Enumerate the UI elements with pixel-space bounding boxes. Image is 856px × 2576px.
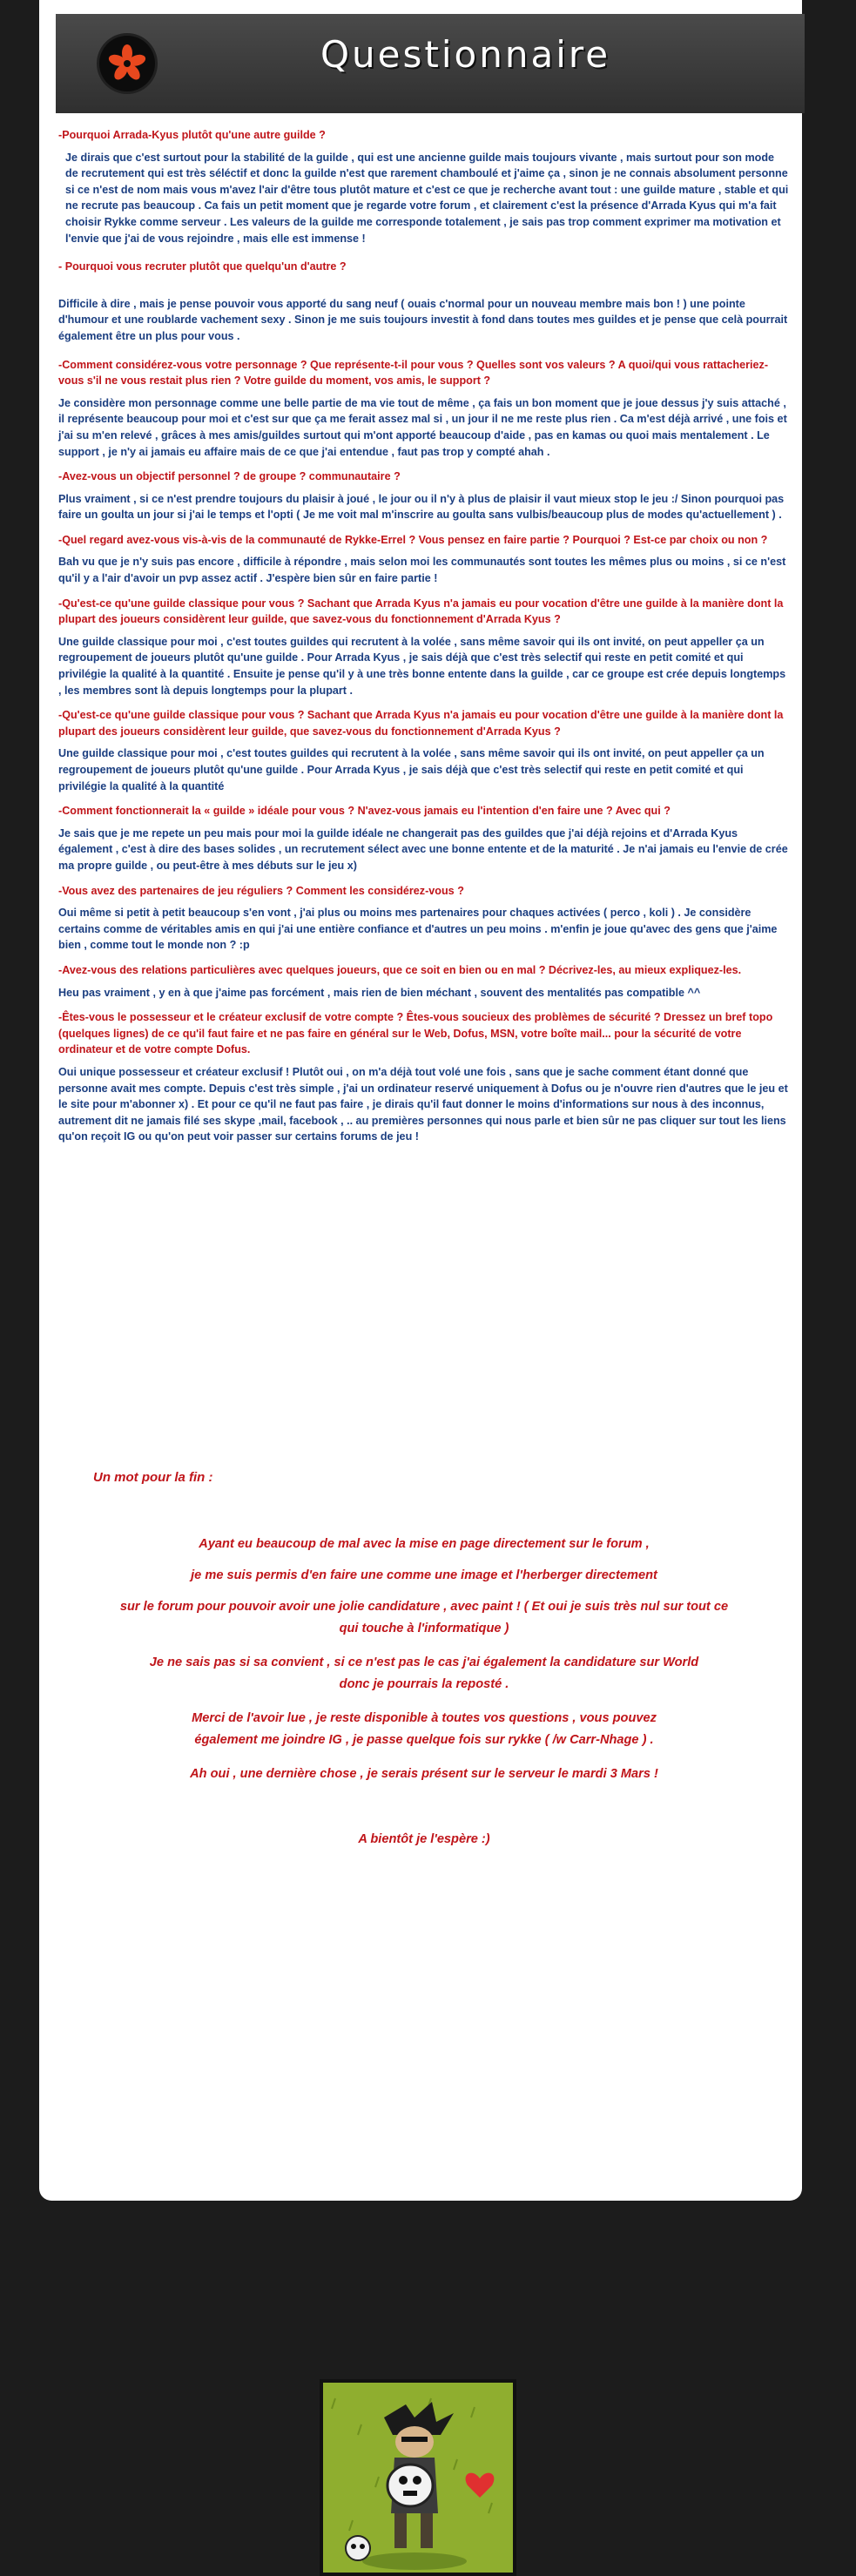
questionnaire-body <box>58 127 790 1145</box>
question-8: -Comment fonctionnerait la « guilde » idéale pour vous ? N'avez-vous jamais eu l'intention d'en faire une ? Avec qui ? <box>58 805 671 818</box>
answer-4: Plus vraiment , si ce n'est prendre toujours du plaisir à joué , le jour ou il n'y à plus de plaisir il vaut mieux stop le jeu :/ Sinon pourquoi pas faire un goulta un jour si j'ai le temps et l'opti ( Je me voit mal m'inscrire au goulta sans vulbis/beaucoup plus de modes qu'actuellement ) . <box>58 492 785 522</box>
question-3: -Comment considérez-vous votre personnage ? Que représente-t-il pour vous ? Quelles sont vos valeurs ? A quoi/qui vous rattacheriez-vous s'il ne vous restait plus rien ? Votre guilde du moment, vos amis, le support ? <box>58 358 769 388</box>
answer-7: Une guilde classique pour moi , c'est toutes guildes qui recrutent à la volée , sans même savoir qui ils ont invité, on peut appeller ça un regroupement de joueurs plutôt qu'une guilde . Pour Arrada Kyus , je sais déjà que c'est très selectif qui reste en petit comité et qui privilégie la qualité à la quantité <box>58 747 765 792</box>
questionnaire-banner <box>56 14 805 113</box>
answer-9: Oui même si petit à petit beaucoup s'en vont , j'ai plus ou moins mes partenaires pour chaques activées ( perco , koli ) . Je considère certains comme de véritables amis en qui j'ai une entière confiance et d'autres un peu moins . m'enfin je joue qu'avec des gens que j'aime bien , comme tout le monde non ? :p <box>58 907 778 952</box>
answer-11: Oui unique possesseur et créateur exclusif ! Plutôt oui , on m'a déjà tout volé une fois , sans que je sache comment étant donné que personne avait mes compte. Depuis c'est très simple , j'ai un ordinateur reservé uniquement à Dofus ou je n'ouvre rien d'autres que le jeu et le site pour m'abonner x) . Et pour ce qu'il ne faut pas faire , je dirais qu'il faut donner le moins d'informations sur nous à des inconnus, autrement dit ne jamais filé ses skype ,mail, facebook , .. au premières personnes qui nous parle et bien sûr ne pas cliquer sur tout les liens qu'on reçoit IG ou qu'on peut voir passer sur certains forums de jeu ! <box>58 1065 788 1143</box>
answer-5: Bah vu que je n'y suis pas encore , difficile à répondre , mais selon moi les communautés sont toutes les mêmes plus ou moins , si ce n'est qu'il y a l'air d'avoir un pvp assez actif . J'espère bien sûr en faire partie ! <box>58 556 786 585</box>
character-portrait-icon <box>320 2379 516 2576</box>
question-2: - Pourquoi vous recruter plutôt que quelqu'un d'autre ? <box>58 260 347 273</box>
answer-6: Une guilde classique pour moi , c'est toutes guildes qui recrutent à la volée , sans même savoir qui ils ont invité, on peut appeller ça un regroupement de joueurs plutôt qu'une guilde . Pour Arrada Kyus , je sais déjà que c'est très selectif qui reste en petit comité et qui privilégie la qualité à la quantité . Ensuite je pense qu'il y à une très bonne entente dans la guilde , car ce groupe est crée depuis longtemps , les membres sont là depuis longtemps pour la plupart . <box>58 635 786 697</box>
question-4: -Avez-vous un objectif personnel ? de groupe ? communautaire ? <box>58 470 401 483</box>
closing-lead: Un mot pour la fin : <box>93 1470 213 1485</box>
question-7: -Qu'est-ce qu'une guilde classique pour vous ? Sachant que Arrada Kyus n'a jamais eu pour vocation d'être une guilde à la manière dont la plupart des joueurs considèrent leur guilde, que savez-vous du fonctionnement d'Arrada Kyus ? <box>58 709 784 738</box>
question-5: -Quel regard avez-vous vis-à-vis de la communauté de Rykke-Errel ? Vous pensez en faire partie ? Pourquoi ? Est-ce par choix ou non ? <box>58 533 768 546</box>
question-9: -Vous avez des partenaires de jeu réguliers ? Comment les considérez-vous ? <box>58 884 464 897</box>
application-sheet <box>39 0 802 2201</box>
closing-line-2: je me suis permis d'en faire une comme une image et l'herberger directement <box>191 1568 657 1582</box>
answer-8: Je sais que je me repete un peu mais pour moi la guilde idéale ne changerait pas des guildes que j'ai déjà rejoins et d'Arrada Kyus également , c'est à dire des bases solides , un recrutement sélect avec une bonne entente et de la maturité . Je n'ai jamais eu l'envie de crée ma propre guilde , ou peut-être à mes débuts sur le jeu x) <box>58 826 788 872</box>
closing-line-4: Je ne sais pas si sa convient , si ce n'est pas le cas j'ai également la candidature sur World donc je pourrais la reposté . <box>149 1656 699 1691</box>
question-10: -Avez-vous des relations particulières avec quelques joueurs, que ce soit en bien ou en mal ? Décrivez-les, au mieux expliquez-les. <box>58 963 742 976</box>
question-1: -Pourquoi Arrada-Kyus plutôt qu'une autre guilde ? <box>58 129 326 141</box>
answer-2: Difficile à dire , mais je pense pouvoir vous apporté du sang neuf ( ouais c'normal pour un nouveau membre mais bon ! ) une pointe d'humour et une roublarde vachement sexy . Sinon je me suis toujours investit à fond dans toutes mes guildes et je pense que celà pourrait également être un plus pour vous . <box>58 297 788 342</box>
banner-title: Questionnaire <box>320 33 611 76</box>
answer-3: Je considère mon personnage comme une belle partie de ma vie tout de même , ça fais un bon moment que je joue dessus j'y suis attaché , il représente beaucoup pour moi et c'est sur que ça me ferait assez mal si , un jour il ne me reste plus rien . Ca m'est déjà arrivé , une fois et j'ai su m'en relevé , grâces à mes amis/guildes surtout qui m'ont apporté beaucoup d'aide , pas en kamas ou quoi mais mentalement . Le support , je n'y ai jamais eu affaire mais de ce que j'ai entendue , faut pas trop y compté ahah . <box>58 396 787 458</box>
closing-line-6: Ah oui , une dernière chose , je serais présent sur le serveur le mardi 3 Mars ! <box>190 1767 658 1781</box>
answer-1: Je dirais que c'est surtout pour la stabilité de la guilde , qui est une ancienne guilde mais toujours vivante , mais surtout pour son mode de recrutement qui est très séléctif et donc la guilde n'est que rarement chamboulé et j'aime ça , sinon je ne connais absolument personne si ce n'est de nom mais vous m'avez l'air d'être tous plutôt mature et c'est ce que je recherche avant tout : une guilde mature , stable et qui ne recrute pas beaucoup . Ca fais un petit moment que je regarde votre forum , et clairement c'est la présence d'Arrada Kyus qui m'a fait choisir Rykke comme serveur . Les valeurs de la guilde me corresponde totalement , je sais pas trop comment exprimer ma motivation et l'envie que j'ai de vous rejoindre , mais elle est immense ! <box>65 151 789 245</box>
closing-section <box>58 1470 790 1851</box>
closing-line-5: Merci de l'avoir lue , je reste disponible à toutes vos questions , vous pouvez également me joindre IG , je passe quelque fois sur rykke ( /w Carr-Nhage ) . <box>192 1711 657 1747</box>
closing-line-3: sur le forum pour pouvoir avoir une jolie candidature , avec paint ! ( Et oui je suis très nul sur tout ce qui touche à l'informatique ) <box>119 1600 729 1635</box>
red-flower-icon <box>99 36 155 91</box>
closing-line-7: A bientôt je l'espère :) <box>358 1832 490 1846</box>
question-11: -Êtes-vous le possesseur et le créateur exclusif de votre compte ? Êtes-vous soucieux des problèmes de sécurité ? Dressez un bref topo (quelques lignes) de ce qu'il faut faire et ne pas faire en général sur le Web, Dofus, MSN, votre boîte mail... pour la sécurité de votre ordinateur et de votre compte Dofus. <box>58 1011 773 1056</box>
question-6: -Qu'est-ce qu'une guilde classique pour vous ? Sachant que Arrada Kyus n'a jamais eu pour vocation d'être une guilde à la manière dont la plupart des joueurs considèrent leur guilde, que savez-vous du fonctionnement d'Arrada Kyus ? <box>58 597 784 626</box>
closing-line-1: Ayant eu beaucoup de mal avec la mise en page directement sur le forum , <box>199 1537 650 1551</box>
answer-10: Heu pas vraiment , y en à que j'aime pas forcément , mais rien de bien méchant , souvent des mentalités pas compatible ^^ <box>58 986 701 999</box>
